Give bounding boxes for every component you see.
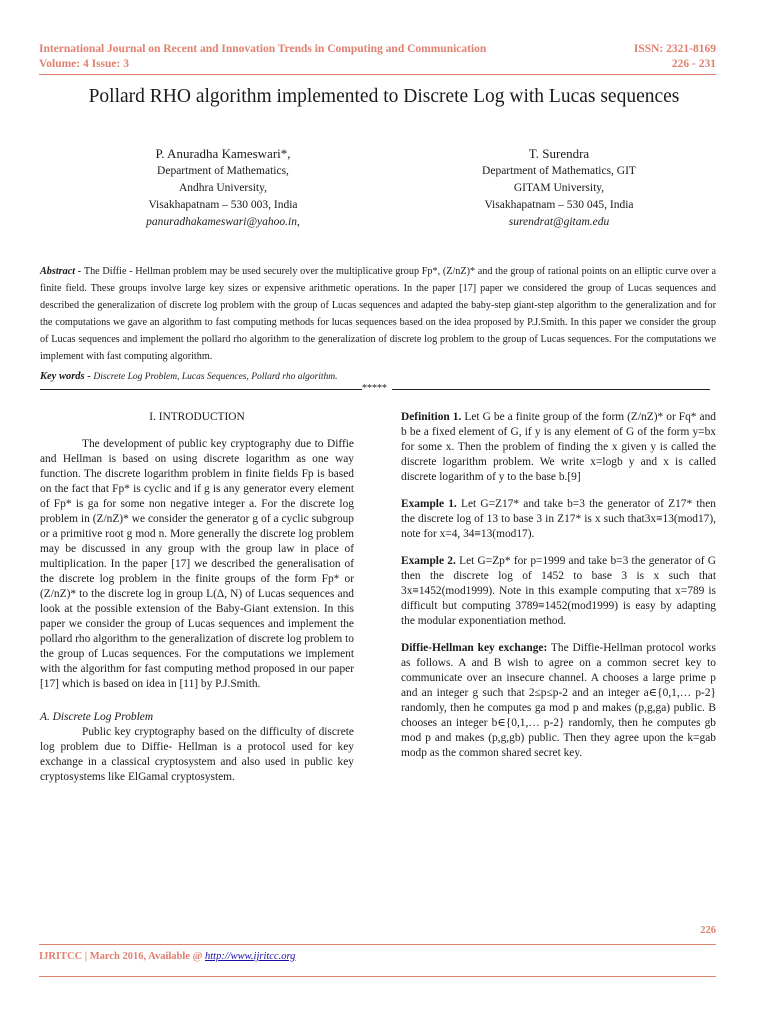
- diffie-hellman: [401, 641, 716, 761]
- author-block-1: [73, 145, 373, 231]
- footer-rule-top: [39, 944, 716, 945]
- footer-rule-bottom: [39, 976, 716, 977]
- left-column: [40, 410, 354, 785]
- footer: [39, 951, 295, 962]
- separator-left: [40, 389, 362, 390]
- dlp-paragraph: Public key cryptography based on the difficulty of discrete log problem due to Diffie- Hellman is a protocol used for key exchange in a classical cryptosystem and also used in public key cryptosystems like ElGamal cryptosystem.: [40, 726, 354, 783]
- separator-stars: *****: [362, 383, 387, 394]
- footer-link[interactable]: http://www.ijritcc.org: [205, 951, 296, 962]
- journal-name: International Journal on Recent and Innovation Trends in Computing and Communication: [39, 43, 487, 55]
- definition-1: [401, 410, 716, 485]
- author-univ: Andhra University,: [178, 182, 268, 194]
- author-email[interactable]: surendrat@gitam.edu: [508, 216, 610, 228]
- author-block-2: [409, 145, 709, 231]
- separator-right: [392, 389, 710, 390]
- example-2: [401, 554, 716, 629]
- example-1: [401, 497, 716, 542]
- paper-title: Pollard RHO algorithm implemented to Discrete Log with Lucas sequences: [88, 86, 680, 107]
- example-1-label: Example 1.: [401, 498, 457, 510]
- right-column: [401, 410, 716, 761]
- abstract: [40, 263, 716, 365]
- keywords: [40, 371, 338, 382]
- keywords-label: Key words -: [40, 371, 94, 382]
- example-1-text: Let G=Z17* and take b=3 the generator of Z17* then the discrete log of 13 to base 3 in Z17* is x such that3x≡13(mod17), note for x=4, 34≡13(mod17).: [401, 498, 716, 540]
- section-heading: I. INTRODUCTION: [149, 411, 245, 423]
- header-rule: [39, 74, 716, 75]
- author-city: Visakhapatnam – 530 045, India: [484, 199, 634, 211]
- author-dept: Department of Mathematics,: [157, 165, 289, 177]
- author-name: P. Anuradha Kameswari*,: [155, 146, 291, 161]
- journal-issn: ISSN: 2321-8169: [633, 43, 716, 55]
- journal-volume: Volume: 4 Issue: 3: [39, 58, 129, 70]
- footer-text: IJRITCC | March 2016, Available @: [39, 951, 205, 962]
- definition-text: Let G be a finite group of the form (Z/nZ)* or Fq* and b be a fixed element of G, if y is any element of G of the form y=bx for some x. Then the problem of finding the x given y is called the discrete logarithm problem. We write x=logb y and x is called discrete logarithm of y to the base b.[9]: [401, 411, 716, 483]
- dh-label: Diffie-Hellman key exchange:: [401, 642, 548, 654]
- example-2-text: Let G=Zp* for p=1999 and take b=3 the generator of G then the discrete log of 1452 to base 3 is x such that 3x≡1452(mod1999). Note in this example computing that x=789 is difficult but computing 3789≡1452(mod1999) is easy by adapting the modular exponentiation method.: [401, 555, 716, 627]
- subsection-heading: A. Discrete Log Problem: [40, 711, 154, 723]
- definition-label: Definition 1.: [401, 411, 462, 423]
- intro-paragraph: The development of public key cryptography due to Diffie and Hellman is based on using discrete logarithm as one way function. The discrete logarithm problem in finite fields Fp is based on the fact that Fp* is cyclic and if g is any generator every element of Fp* is ga for some non negative integer a. For the discrete log problem in (Z/nZ)* we consider the generator g of a cyclic subgroup or a primitive root g mod n. More generally the discrete log problem may be discussed in any group with the group law in place of multiplication. In the paper [17] we described the generalisation of the discrete log problem in the finite groups of the form Fp* or (Z/nZ)* to the discrete log in group L(Δ, N) of Lucas sequences and look at the possible extension of the Baby-Giant extension. In this paper we consider the group of Lucas sequences and implement the pollard rho algorithm to the generalization of discrete log problem to the group of Lucas sequences. For the computations we implement with the algorithm for fast computing method proposed in our paper [17] which is based on idea in [11] by P.J.Smith.: [40, 438, 354, 690]
- author-univ: GITAM University,: [513, 182, 605, 194]
- page-number: 226: [700, 925, 716, 936]
- author-city: Visakhapatnam – 530 003, India: [148, 199, 298, 211]
- dh-text: The Diffie-Hellman protocol works as follows. A and B wish to agree on a common secret key to communicate over an insecure channel. A chooses a large prime p and an integer g such that 2≤p≤p-2 and an integer a∈{0,1,… p-2} randomly, then he computes ga mod p and makes (p,g,ga) public. B chooses an integer b∈{0,1,… p-2} randomly, then he computes gb mod p and makes (p,g,gb) public. Then they agree upon the k=gab modp as the common shared secret key.: [401, 642, 716, 759]
- example-2-label: Example 2.: [401, 555, 456, 567]
- abstract-label: Abstract -: [40, 266, 84, 277]
- author-email[interactable]: panuradhakameswari@yahoo.in,: [146, 216, 300, 228]
- journal-pages: 226 - 231: [671, 58, 716, 70]
- keywords-text: Discrete Log Problem, Lucas Sequences, Pollard rho algorithm.: [93, 372, 338, 382]
- abstract-text: The Diffie - Hellman problem may be used securely over the multiplicative group Fp*, (Z/nZ)* and the group of rational points on an elliptic curve over a finite field. These groups involve large key sizes or expensive arithmetic operations. In the paper [17] paper we considered the group of Lucas sequences and described the generalization of discrete log problem with the group of Lucas sequences and adapted the baby-step giant-step algorithm to the generalization and for the computations we gave an algorithm to fast computing methods for lucas sequences based on the idea proposed by P.J.Smith. In this paper we consider the group of Lucas sequences and implement the pollard rho algorithm to the generalization of discrete log problem to the group of Lucas sequences. For the computations we implement with fast computing algorithm.: [40, 266, 716, 362]
- author-name: T. Surendra: [528, 146, 590, 161]
- author-dept: Department of Mathematics, GIT: [482, 165, 636, 177]
